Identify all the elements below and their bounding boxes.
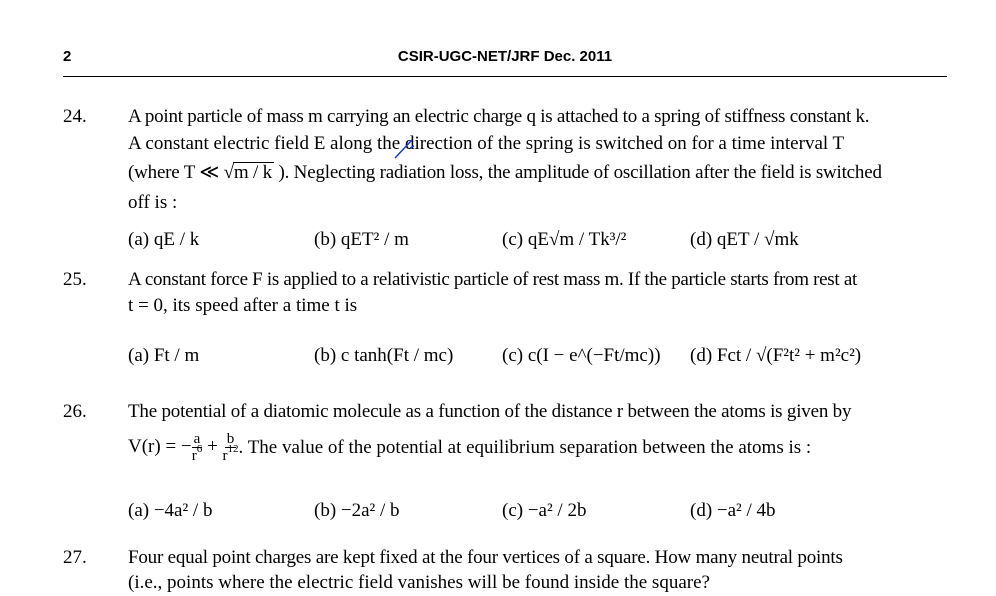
text-line: Four equal point charges are kept fixed at the four vertices of a square. How many neutral points bbox=[128, 547, 843, 568]
text-line: (where T ≪ √m / k ). Neglecting radiation loss, the amplitude of oscillation after the field is switched bbox=[128, 162, 882, 183]
text-line: off is : bbox=[128, 192, 178, 213]
page-number: 2 bbox=[63, 48, 72, 65]
page-header bbox=[63, 46, 947, 70]
text-line bbox=[128, 431, 811, 464]
text-span: . The value of the potential at equilibrium separation between the atoms is : bbox=[238, 436, 812, 458]
q25-option-d: (d) Fct / √(F²t² + m²c²) bbox=[690, 345, 862, 366]
text-line: (i.e., points where the electric field vanishes will be found inside the square? bbox=[128, 572, 710, 593]
q25-option-a: (a) Ft / m bbox=[128, 345, 200, 366]
exam-title: CSIR-UGC-NET/JRF Dec. 2011 bbox=[397, 48, 613, 65]
question-number: 27. bbox=[63, 547, 87, 568]
q26-option-d: (d) −a² / 4b bbox=[690, 500, 776, 521]
q24-option-d: (d) qET / √mk bbox=[690, 229, 799, 250]
text-line: A constant electric field E along the direction of the spring is switched on for a time interval T bbox=[128, 133, 845, 154]
text-span: (where T ≪ bbox=[128, 162, 224, 183]
q24-option-b: (b) qET² / m bbox=[314, 229, 409, 250]
q25-option-b: (b) c tanh(Ft / mc) bbox=[314, 345, 454, 366]
q26-option-a: (a) −4a² / b bbox=[128, 500, 213, 521]
q24-option-a: (a) qE / k bbox=[128, 229, 200, 250]
q24-option-c: (c) qE√m / Tk³/² bbox=[502, 229, 627, 250]
q26-option-b: (b) −2a² / b bbox=[314, 500, 400, 521]
pen-mark-icon bbox=[393, 136, 415, 160]
text-span: ). Neglecting radiation loss, the amplitude of oscillation after the field is switched bbox=[273, 162, 882, 183]
text-line: A constant force F is applied to a relativistic particle of rest mass m. If the particle starts from rest at bbox=[128, 269, 857, 290]
text-line: The potential of a diatomic molecule as a function of the distance r between the atoms is given by bbox=[128, 401, 852, 422]
text-line: t = 0, its speed after a time t is bbox=[128, 295, 358, 316]
question-number: 26. bbox=[63, 401, 87, 422]
text-line: A point particle of mass m carrying an electric charge q is attached to a spring of stiffness constant k. bbox=[128, 106, 870, 127]
potential-formula: V(r) = − $\frac{a}{r^6}$ + $\frac{b}{r^{12}}$ bbox=[128, 431, 239, 464]
question-number: 24. bbox=[63, 106, 87, 127]
question-number: 25. bbox=[63, 269, 87, 290]
q26-option-c: (c) −a² / 2b bbox=[502, 500, 587, 521]
sqrt-expression: m / k bbox=[233, 162, 272, 183]
q25-option-c: (c) c(I − e^(−Ft/mc)) bbox=[502, 345, 661, 366]
header-rule bbox=[63, 76, 947, 77]
